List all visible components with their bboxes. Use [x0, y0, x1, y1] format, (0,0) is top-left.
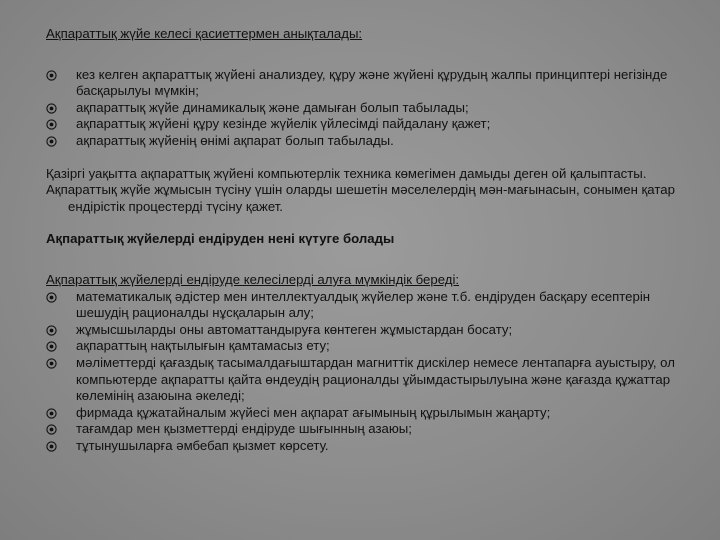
- list-item-text: тағамдар мен қызметтерді ендіруде шығынның азаюы;: [76, 421, 412, 437]
- list-item: [46, 438, 690, 455]
- list-item: [46, 100, 690, 117]
- list-item: [46, 405, 690, 422]
- target-bullet-icon: [46, 441, 57, 452]
- list-item-text: тұтынушыларға әмбебап қызмет көрсету.: [76, 437, 329, 453]
- paragraph-understanding: Ақпараттық жүйе жұмысын түсіну үшін оларды шешетін мәселелердің мән-мағынасын, сонымен қатар ендірістік процестерді түсіну қажет.: [46, 182, 675, 214]
- list-item-text: ақпараттық жүйе динамикалық және дамыған болып табылады;: [76, 99, 469, 115]
- slide-content: [46, 26, 690, 454]
- target-bullet-icon: [46, 325, 57, 336]
- section2-intro: Ақпараттық жүйелерді ендіруде келесілерді алуға мүмкіндік береді:: [46, 271, 460, 287]
- target-bullet-icon: [46, 292, 57, 303]
- list-item-text: кез келген ақпараттық жүйені анализдеу, құру және жүйені құрудың жалпы принциптері негізінде басқарылуы мүмкін;: [76, 66, 668, 99]
- list-item-text: мәліметтерді қағаздық тасымалдағыштардан магниттік дискілер немесе лентапарға ауыстыру, ол компьютерде ақпаратты қайта өндеудің рационалды ұйымдастырылуына және қағазда құжаттар көлемінің азаюына әкеледі;: [76, 354, 675, 404]
- list-item-text: жұмысшыларды оны автоматтандыруға көнтеген жұмыстардан босату;: [76, 321, 513, 337]
- list-item-text: ақпараттық жүйені құру кезінде жүйелік үйлесімді пайдалану қажет;: [76, 116, 491, 132]
- list-item: [46, 322, 690, 339]
- section1-intro: Ақпараттық жүйе келесі қасиеттермен анықталады:: [46, 26, 363, 41]
- target-bullet-icon: [46, 136, 57, 147]
- target-bullet-icon: [46, 358, 57, 369]
- list-item: [46, 338, 690, 355]
- section2-list: [46, 289, 690, 455]
- list-item: [46, 355, 690, 405]
- section-heading: Ақпараттық жүйелерді ендіруден нені күтуге болады: [46, 231, 395, 247]
- target-bullet-icon: [46, 341, 57, 352]
- list-item-text: математикалық әдістер мен интеллектуалдық жүйелер және т.б. ендіруден басқару есептерін шешудің рационалды нұсқаларын алу;: [76, 288, 651, 321]
- target-bullet-icon: [46, 70, 57, 81]
- list-item: [46, 421, 690, 438]
- target-bullet-icon: [46, 408, 57, 419]
- target-bullet-icon: [46, 424, 57, 435]
- paragraph-current-state: Қазіргі уақытта ақпараттық жүйені компьютерлік техника көмегімен дамыды деген ой қалыптасты.: [46, 165, 647, 181]
- target-bullet-icon: [46, 119, 57, 130]
- list-item: [46, 289, 690, 322]
- list-item-text: ақпараттың нақтылығын қамтамасыз ету;: [76, 338, 330, 354]
- list-item: [46, 67, 690, 100]
- list-item: [46, 116, 690, 133]
- section1-list: [46, 67, 690, 150]
- list-item-text: фирмада құжатайналым жүйесі мен ақпарат ағымының құрылымын жаңарту;: [76, 404, 551, 420]
- list-item-text: ақпараттық жүйенің өнімі ақпарат болып табылады.: [76, 132, 394, 148]
- target-bullet-icon: [46, 103, 57, 114]
- list-item: [46, 133, 690, 150]
